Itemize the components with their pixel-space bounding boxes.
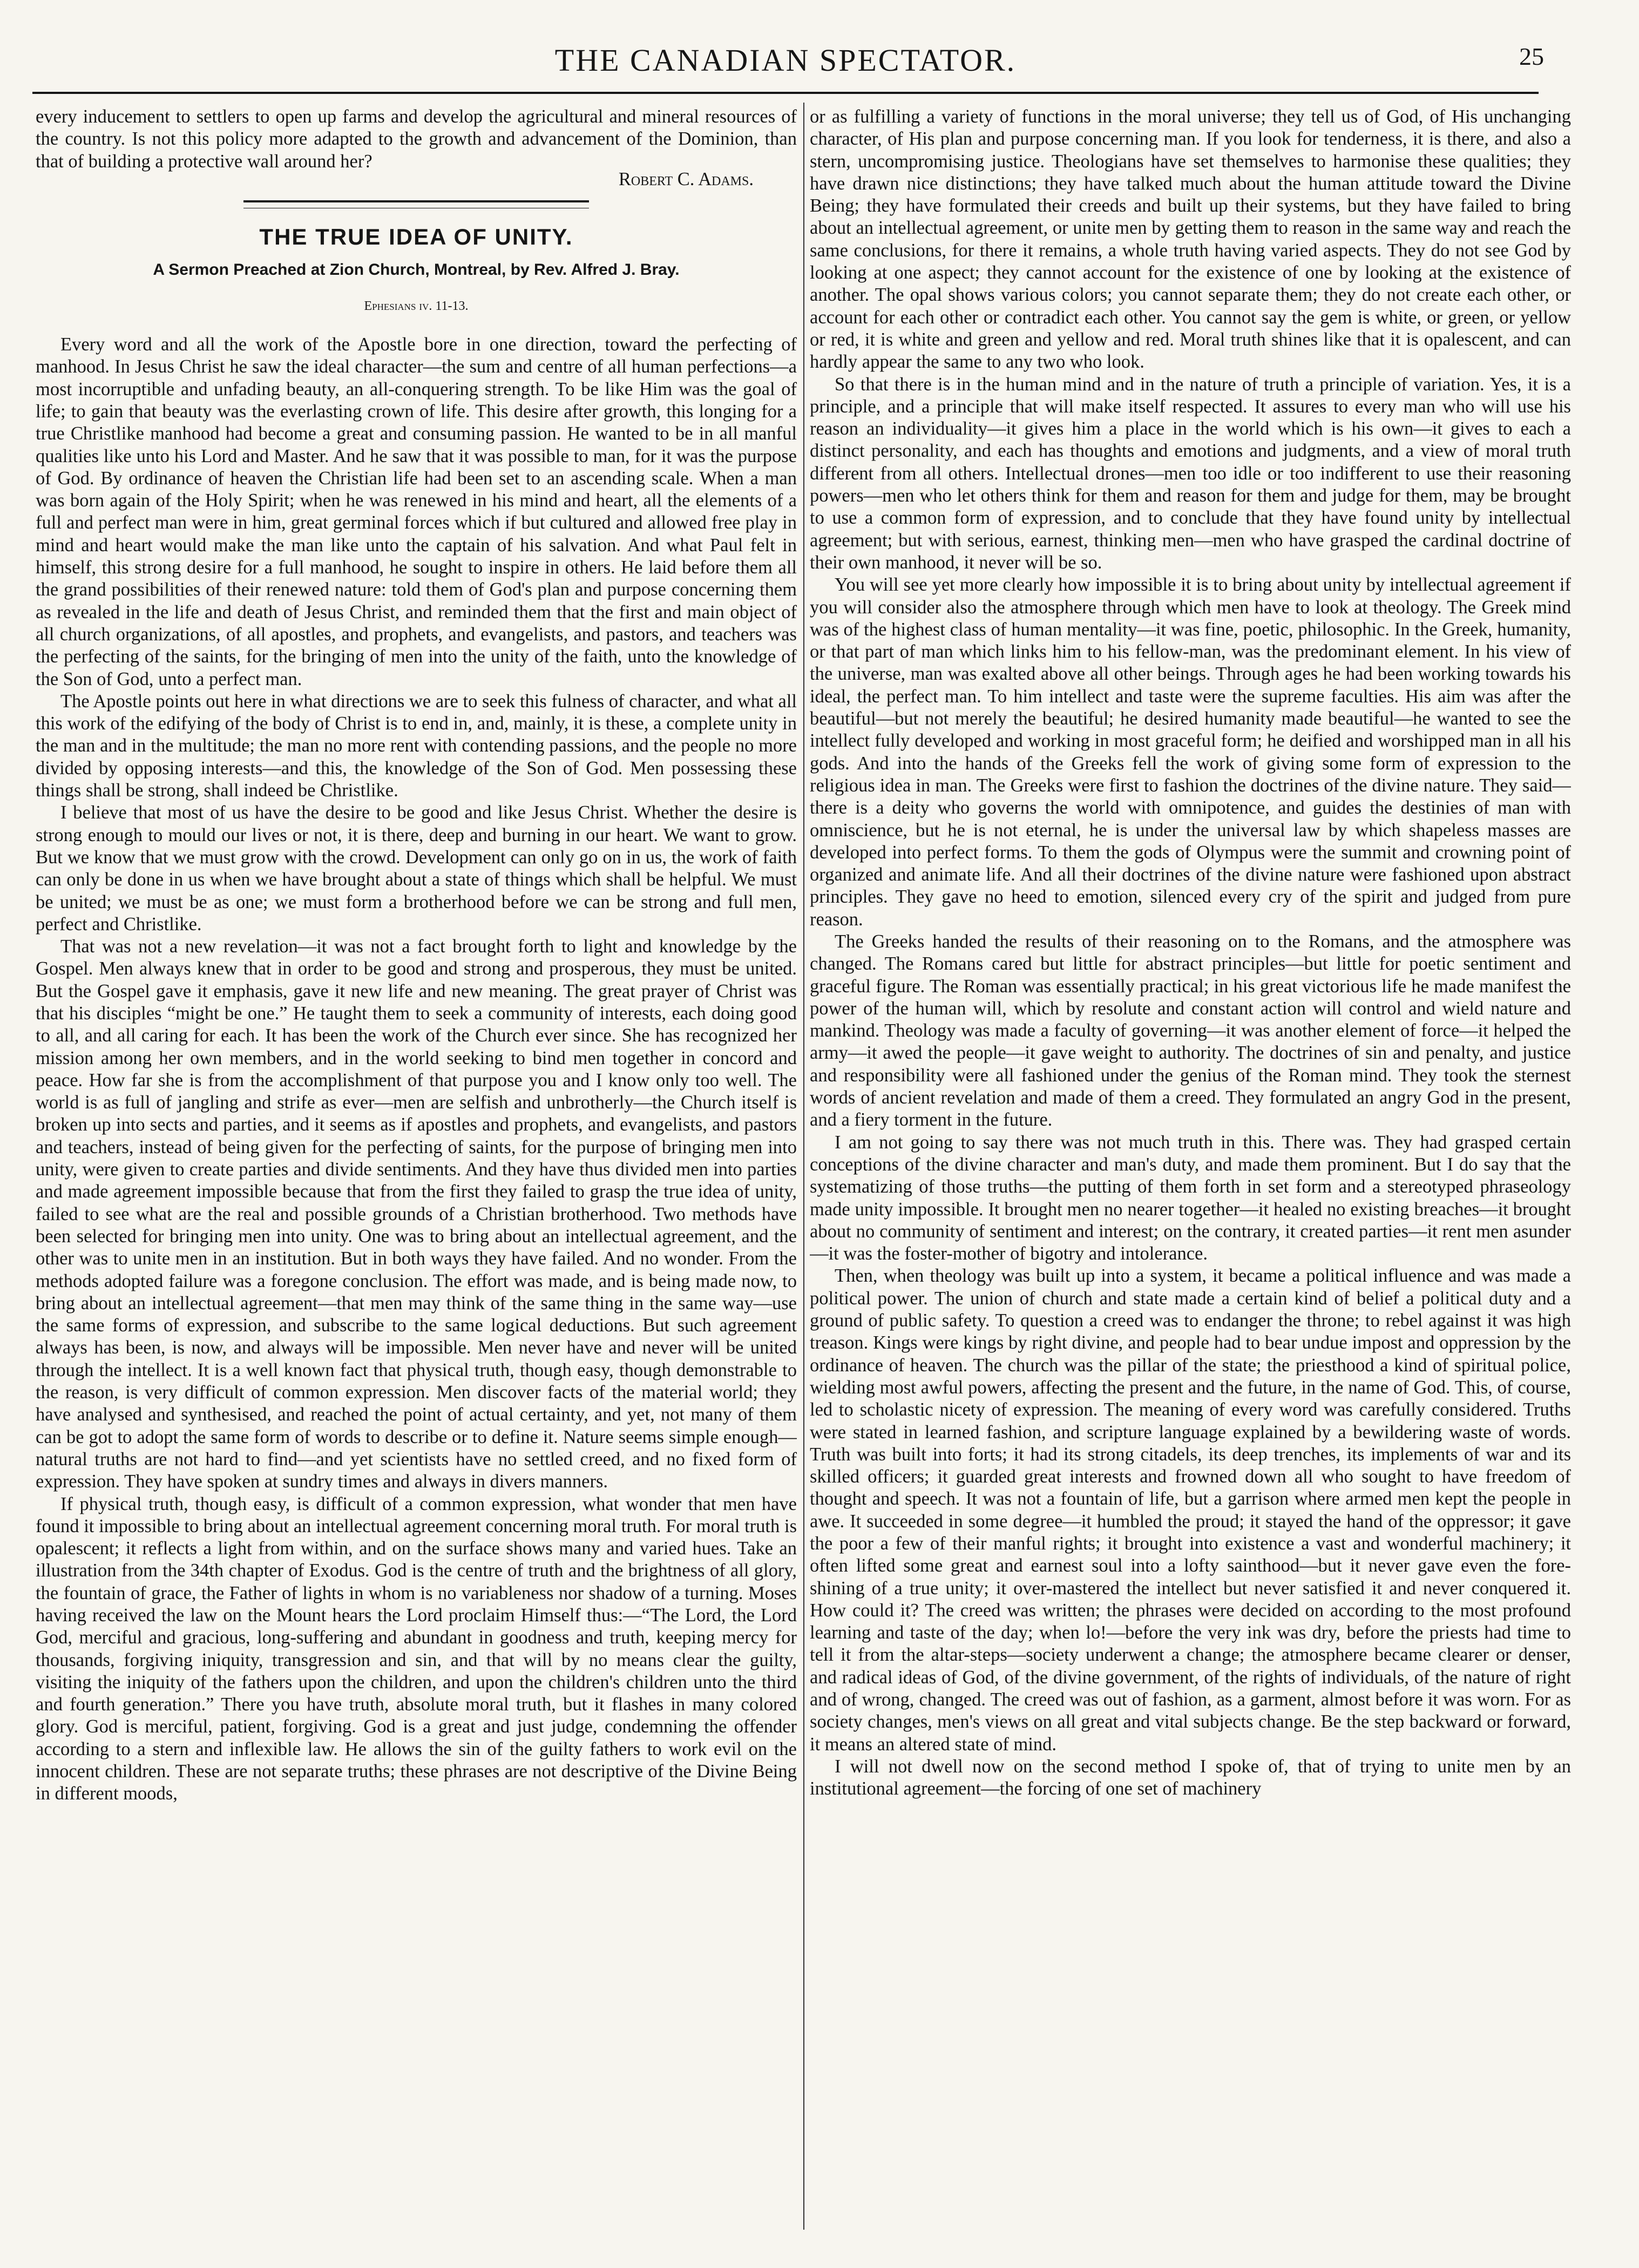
section-divider-rule [243,200,589,208]
page-header [32,38,1544,94]
right-column [810,106,1571,2228]
body-paragraph: or as fulfilling a variety of functions in the moral universe; they tell us of God, of His unchanging character, of His plan and purpose concerning man. If you look for tenderness, it is there, and also a stern, uncompromising justice. Theologians have set themselves to harmonise these qualities; they have drawn nice distinctions; they have talked much about the human attitude toward the Divine Being; they have formulated their creeds and built up their systems, but they have failed to bring about an intellectual agreement, or unite men by getting them to reason in the same way and reach the same conclusions, for there it remains, a whole truth having varied aspects. They do not see God by looking at one aspect; they cannot account for the existence of one by looking at the existence of another. The opal shows various colors; you cannot separate them; they do not create each other, or account for each other or contradict each other. You cannot say the gem is white, or green, or yellow or red, it is white and green and yellow and red. Moral truth shines like that it is opalescent, and can hardly appear the same to any two who look. [810,106,1571,373]
page-number: 25 [1519,43,1544,70]
article-subtitle: A Sermon Preached at Zion Church, Montreal, by Rev. Alfred J. Bray. [153,261,680,279]
body-paragraph: The Apostle points out here in what directions we are to seek this fulness of character, and what all this work of the edifying of the body of Christ is to end in, and, mainly, it is these, a complete unity in the man and in the multitude; the man no more rent with contending passions, and the people no more divided by opposing interests—and this, the knowledge of the Son of God. Men possessing these things shall be strong, shall indeed be Christlike. [36,690,797,801]
body-paragraph: That was not a new revelation—it was not a fact brought forth to light and knowledge by the Gospel. Men always knew that in order to be good and strong and prosperous, they must be united. But the Gospel gave it emphasis, gave it new life and new meaning. The great prayer of Christ was that his disciples “might be one.” He taught them to seek a community of interests, each doing good to all, and all caring for each. It has been the work of the Church ever since. She has recognized her mission among her own members, and in the world seeking to bind men together in concord and peace. How far she is from the accomplishment of that purpose you and I know only too well. The world is as full of jangling and strife as ever—men are selfish and unbrotherly—the Church itself is broken up into sects and parties, and it seems as if apostles and prophets, and evangelists, and pastors and teachers, instead of being given for the perfecting of saints, for the purpose of bringing men into unity, were given to create parties and divide sentiments. And they have thus divided men into parties and made agreement impossible because that from the first they failed to grasp the true idea of unity, failed to see what are the real and possible grounds of a Christian brotherhood. Two methods have been selected for bringing men into unity. One was to bring about an intellectual agreement, and the other was to unite men in an institution. But in both ways they have failed. And no wonder. From the methods adopted failure was a foregone conclusion. The effort was made, and is being made now, to bring about an intellectual agreement—that men may think of the same thing in the same way—use the same forms of expression, and subscribe to the same logical deductions. But such agreement always has been, is now, and always will be impossible. Men never have and never will be united through the intellect. It is a well known fact that physical truth, though easy, though demonstrable to the reason, is very difficult of common expression. Men discover facts of the material world; they have analysed and synthesised, and reached the point of actual certainty, and yet, not many of them can be got to adopt the same form of words to describe or to define it. Nature seems simple enough—natural truths are not hard to find—and yet scientists have no settled creed, and no fixed form of expression. They have spoken at sundry times and always in divers manners. [36,936,797,1492]
scripture-reference: Ephesians iv. 11-13. [364,299,469,313]
article-title: THE TRUE IDEA OF UNITY. [259,224,573,250]
publication-title: THE CANADIAN SPECTATOR. [554,43,1017,78]
body-paragraph: So that there is in the human mind and in the nature of truth a principle of variation. Yes, it is a principle, and a principle that will make itself respected. It assures to every man who will use his reason an individuality—it gives him a place in the world which is his own—it gives to each a distinct personality, and each has thoughts and emotions and judgments, and a view of moral truth different from all others. Intellectual drones—men too idle or too indifferent to use their reasoning powers—men who let others think for them and reason for them and judge for them, may be brought to use a common form of expression, and to conclude that they have found unity by intellectual agreement; but with serious, earnest, thinking men—men who have grasped the cardinal doctrine of their own manhood, it never will be so. [810,374,1571,573]
body-paragraph: I will not dwell now on the second method I spoke of, that of trying to unite men by an institutional agreement—the forcing of one set of machinery [810,1756,1571,1799]
author-signature: Robert C. Adams. [618,168,754,189]
body-paragraph: I am not going to say there was not much truth in this. There was. They had grasped certain conceptions of the divine character and man's duty, and made them prominent. But I do say that the systematizing of those truths—the putting of them forth in set form and a stereotyped phraseology made unity impossible. It brought men no nearer together—it healed no existing breaches—it brought about no community of sentiment and interest; on the contrary, it created parties—it rent men asunder—it was the foster-mother of bigotry and intolerance. [810,1132,1571,1264]
body-paragraph: Every word and all the work of the Apostle bore in one direction, toward the perfecting of manhood. In Jesus Christ he saw the ideal character—the sum and centre of all human perfections—a most incorruptible and unfading beauty, an all-conquering strength. To be like Him was the goal of life; to gain that beauty was the everlasting crown of life. This desire after growth, this longing for a true Christlike manhood had become a great and consuming passion. He wanted to be in all manful qualities like unto his Lord and Master. And he saw that it was possible to man, for it was the purpose of God. By ordinance of heaven the Christian life had been set to an ascending scale. When a man was born again of the Holy Spirit; when he was renewed in his mind and heart, all the elements of a full and perfect man were in him, great germinal forces which if but cultured and allowed free play in mind and heart would make the man like unto the captain of his salvation. And what Paul felt in himself, this strong desire for a full manhood, he sought to inspire in others. He laid before them all the grand possibilities of their renewed nature: told them of God's plan and purpose concerning them as revealed in the life and death of Jesus Christ, and reminded them that the first and main object of all church organizations, of all apostles, and prophets, and evangelists, and pastors, and teachers was the perfecting of the saints, for the bringing of men into the unity of the faith, unto the knowledge of the Son of God, unto a perfect man. [36,334,797,689]
body-paragraph: If physical truth, though easy, is difficult of a common expression, what wonder that men have found it impossible to bring about an intellectual agreement concerning moral truth. For moral truth is opalescent; it reflects a light from within, and on the surface shows many and varied hues. Take an illustration from the 34th chapter of Exodus. God is the centre of truth and the brightness of all glory, the fountain of grace, the Father of lights in whom is no variableness nor shadow of a turning. Moses having received the law on the Mount hears the Lord proclaim Himself thus:—“The Lord, the Lord God, merciful and gracious, long-suffering and abundant in goodness and truth, keeping mercy for thousands, forgiving iniquity, transgression and sin, and that will by no means clear the guilty, visiting the iniquity of the fathers upon the children, and upon the children's children unto the third and fourth generation.” There you have truth, absolute moral truth, but it flashes in many colored glory. God is merciful, patient, forgiving. God is a great and just judge, condemning the offender according to a stern and inflexible law. He allows the sin of the guilty fathers to work evil on the innocent children. These are not separate truths; these phrases are not descriptive of the Divine Being in different moods, [36,1493,797,1804]
column-divider [803,103,804,2230]
body-paragraph: Then, when theology was built up into a system, it became a political influence and was made a political power. The union of church and state made a certain kind of belief a political duty and a ground of public safety. To question a creed was to endanger the throne; to rebel against it was high treason. Kings were kings by right divine, and people had to bear undue impost and oppression by the ordinance of heaven. The church was the pillar of the state; the priesthood a kind of spiritual police, wielding most awful powers, affecting the present and the future, in the name of God. This, of course, led to scholastic nicety of expression. The meaning of every word was carefully considered. Truths were stated in learned fashion, and scripture language explained by a bewildering waste of words. Truth was built into forts; it had its strong citadels, its deep trenches, its implements of war and its skilled officers; it guarded great interests and frowned down all who sought to have freedom of thought and speech. It was not a fountain of life, but a garrison where armed men kept the people in awe. It succeeded in some degree—it humbled the proud; it stayed the hand of the oppressor; it gave the poor a few of their manful rights; it brought into existence a vast and wonderful machinery; it often lifted some great and earnest soul into a lofty sainthood—but it never gave even the fore-shining of a true unity; it over-mastered the intellect but never satisfied it and never conquered it. How could it? The creed was written; the phrases were decided on according to the most profound learning and taste of the day; when lo!—before the very ink was dry, before the priests had time to tell it from the altar-steps—society underwent a change; the atmosphere became clearer or denser, and radical ideas of God, of the divine government, of the rights of individuals, of the nature of right and of wrong, changed. The creed was out of fashion, as a garment, almost before it was worn. For as society changes, men's views on all great and vital subjects change. Be the step backward or forward, it means an altered state of mind. [810,1265,1571,1755]
body-paragraph: You will see yet more clearly how impossible it is to bring about unity by intellectual agreement if you will consider also the atmosphere through which men have to look at theology. The Greek mind was of the highest class of human mentality—it was fine, poetic, philosophic. In the Greek, humanity, or that part of man which links him to his fellow-man, was the predominant element. In his view of the universe, man was exalted above all other beings. Through ages he had been working towards his ideal, the perfect man. To him intellect and taste were the supreme faculties. His aim was after the beautiful—but not merely the beautiful; he desired humanity made beautiful—he wanted to see the intellect fully developed and working in most graceful form; he deified and worshipped man in all his gods. And into the hands of the Greeks fell the work of giving some form of expression to the religious idea in man. The Greeks were first to fashion the doctrines of the divine nature. They said—there is a deity who governs the world with omnipotence, and guides the destinies of man with omniscience, but he is not eternal, he is under the universal law by which shapeless masses are developed into perfect forms. To them the gods of Olympus were the summit and crowning point of organized and animate life. And all their doctrines of the divine nature were fashioned upon abstract principles. They gave no heed to emotion, silenced every cry of the spirit and judged from pure reason. [810,574,1571,930]
body-paragraph: I believe that most of us have the desire to be good and like Jesus Christ. Whether the desire is strong enough to mould our lives or not, it is there, deep and burning in our heart. We want to grow. But we know that we must grow with the crowd. Development can only go on in us, the work of faith can only be done in us when we have brought about a state of things which shall be helpful. We must be united; we must be as one; we must form a brotherhood before we can be strong and full men, perfect and Christlike. [36,802,797,935]
body-paragraph: The Greeks handed the results of their reasoning on to the Romans, and the atmosphere was changed. The Romans cared but little for abstract principles—but little for poetic sentiment and graceful figure. The Roman was essentially practical; in his great victorious life he made manifest the power of the human will, which by resolute and constant action will control and wield nature and mankind. Theology was made a faculty of governing—it was another element of force—it helped the army—it awed the people—it gave weight to authority. The doctrines of sin and penalty, and justice and responsibility were all fashioned under the genius of the Roman mind. They took the sternest words of ancient revelation and made of them a creed. They formulated an angry God in the present, and a fiery torment in the future. [810,931,1571,1130]
intro-paragraph: every inducement to settlers to open up farms and develop the agricultural and mineral resources of the country. Is not this policy more adapted to the growth and advancement of the Dominion, than that of building a protective wall around her? [36,106,797,172]
left-column [36,106,797,2228]
